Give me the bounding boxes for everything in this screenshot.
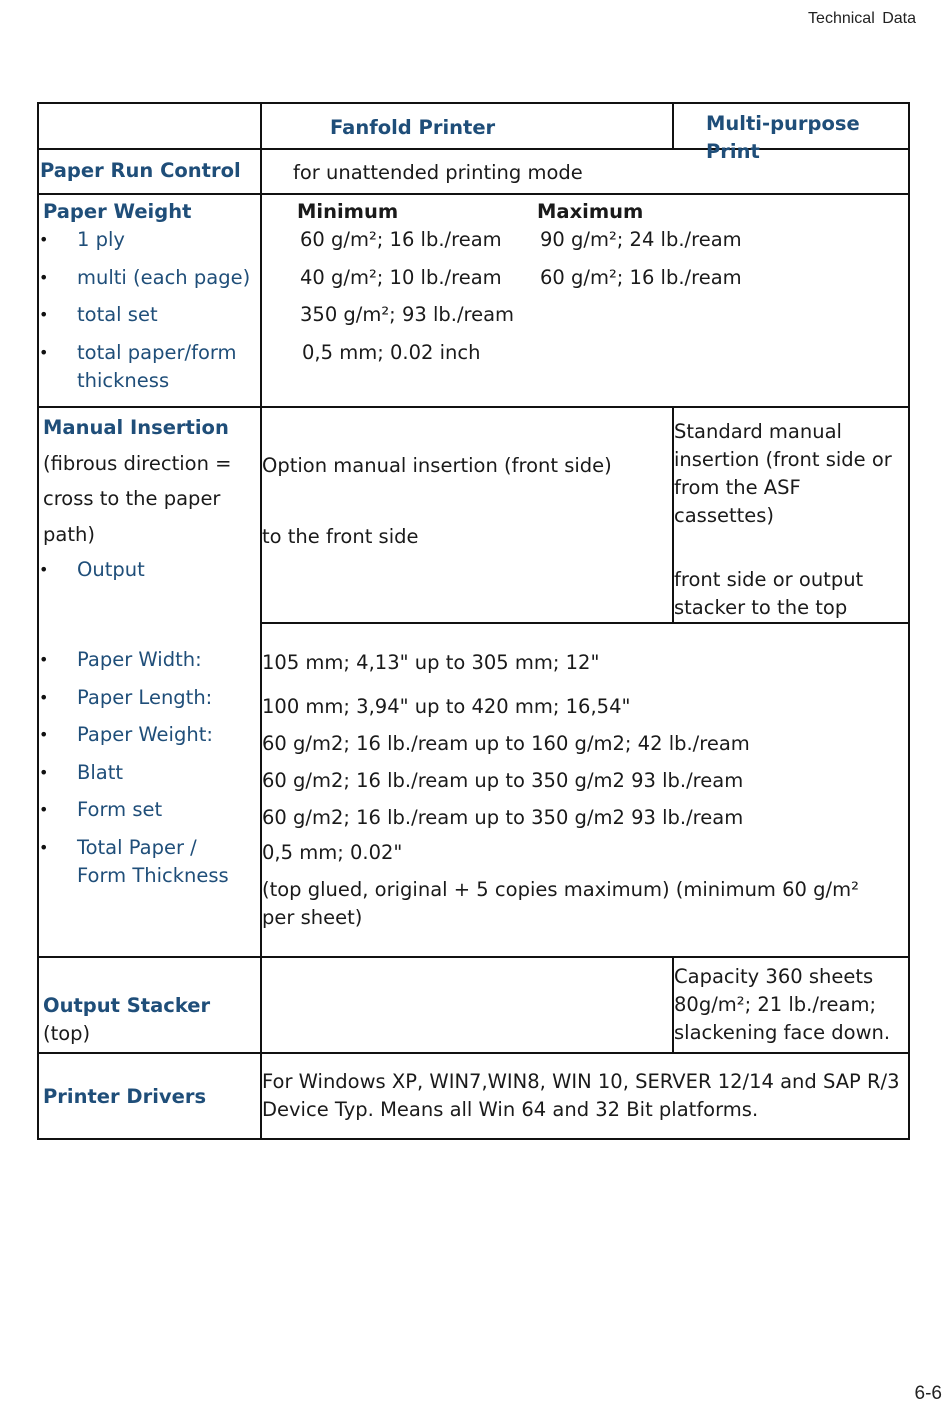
paper-run-value-cell [261,149,909,194]
paper-specs-values-cell [261,623,909,957]
output-stacker-mp-cell [673,957,909,1053]
spec-table [37,102,910,1140]
output-stacker-label-cell [38,957,261,1053]
paper-weight-label-cell [38,194,261,407]
paper-run-label-cell [38,149,261,194]
pw-bullet-thickness: • total paper/form thickness [39,339,260,395]
section-header: Technical Data [808,10,916,27]
paper-weight-label: Paper Weight [43,200,192,223]
manual-insertion-desc: (fibrous direction = cross to the paper path) [43,451,232,546]
pw-bullet-1ply: • 1 ply [39,226,260,264]
pw-1ply-min: 60 g/m²; 16 lb./ream [300,228,502,251]
header-multipurpose-cell [673,103,909,163]
manual-output-bullet: • Output [39,552,260,588]
header-fanfold-cell [261,103,673,149]
ps-value-formset: 60 g/m2; 16 lb./ream up to 350 g/m2 93 lb./ream [262,806,744,829]
manual-fanfold-output: to the front side [262,525,419,548]
pw-multi-min: 40 g/m²; 10 lb./ream [300,266,502,289]
col-fanfold-title: Fanfold Printer [330,116,496,139]
pw-totalset-min: 350 g/m²; 93 lb./ream [300,303,515,326]
row-printer-drivers [38,1053,909,1139]
pw-bullet-multi: • multi (each page) [39,264,260,301]
ps-value-weight: 60 g/m2; 16 lb./ream up to 160 g/m2; 42 lb./ream [262,732,750,755]
ps-label-length: • Paper Length: [39,684,260,721]
output-stacker-suffix: (top) [43,1022,91,1045]
printer-drivers-label-cell [38,1053,261,1139]
printer-drivers-value-cell [261,1053,909,1139]
manual-insertion-fanfold-cell [261,407,673,623]
row-output-stacker [38,957,909,1053]
paper-run-value: for unattended printing mode [293,161,583,184]
header-row [38,103,909,149]
manual-mp-output: front side or output stacker to the top [674,568,864,619]
header-empty-cell [38,103,261,149]
pw-multi-max: 60 g/m²; 16 lb./ream [540,266,742,289]
pw-min-header: Minimum [297,200,399,223]
ps-note: (top glued, original + 5 copies maximum) (minimum 60 g/m² per sheet) [262,878,859,929]
ps-value-width: 105 mm; 4,13" up to 305 mm; 12" [262,651,600,674]
ps-label-formset: • Form set [39,796,260,834]
row-manual-insertion [38,407,909,623]
page-number: 6-6 [914,1383,942,1404]
ps-label-width: • Paper Width: [39,646,260,684]
paper-run-label: Paper Run Control [40,159,241,182]
manual-insertion-label-cell [38,407,261,957]
ps-value-thickness: 0,5 mm; 0.02" [262,841,403,864]
printer-drivers-label: Printer Drivers [43,1085,207,1108]
ps-label-blatt: • Blatt [39,759,260,796]
pw-thickness-min: 0,5 mm; 0.02 inch [302,341,481,364]
pw-1ply-max: 90 g/m²; 24 lb./ream [540,228,742,251]
printer-drivers-value: For Windows XP, WIN7,WIN8, WIN 10, SERVER 12/14 and SAP R/3 Device Typ. Means all Win 64 and 32 Bit platforms. [262,1070,900,1121]
output-stacker-mp-value: Capacity 360 sheets 80g/m²; 21 lb./ream; slackening face down. [674,965,891,1044]
pw-bullet-totalset: • total set [39,301,260,339]
pw-max-header: Maximum [537,200,644,223]
ps-label-thickness: • Total Paper / Form Thickness [39,834,260,890]
manual-insertion-label: Manual Insertion [43,416,229,439]
ps-label-weight: • Paper Weight: [39,721,260,759]
row-paper-weight [38,194,909,407]
manual-insertion-mp-cell [673,407,909,623]
output-stacker-label: Output Stacker [43,994,211,1017]
manual-fanfold-option: Option manual insertion (front side) [262,454,612,477]
manual-mp-option: Standard manual insertion (front side or from the ASF cassettes) [674,420,892,527]
col-multipurpose-title: Multi-purpose [706,112,860,135]
ps-value-length: 100 mm; 3,94" up to 420 mm; 16,54" [262,695,631,718]
row-paper-run-control [38,149,909,194]
col-multipurpose-cut: Print [706,140,760,163]
paper-weight-values-cell [261,194,909,407]
ps-value-blatt: 60 g/m2; 16 lb./ream up to 350 g/m2 93 lb./ream [262,769,744,792]
output-stacker-fanfold-cell [261,957,673,1053]
